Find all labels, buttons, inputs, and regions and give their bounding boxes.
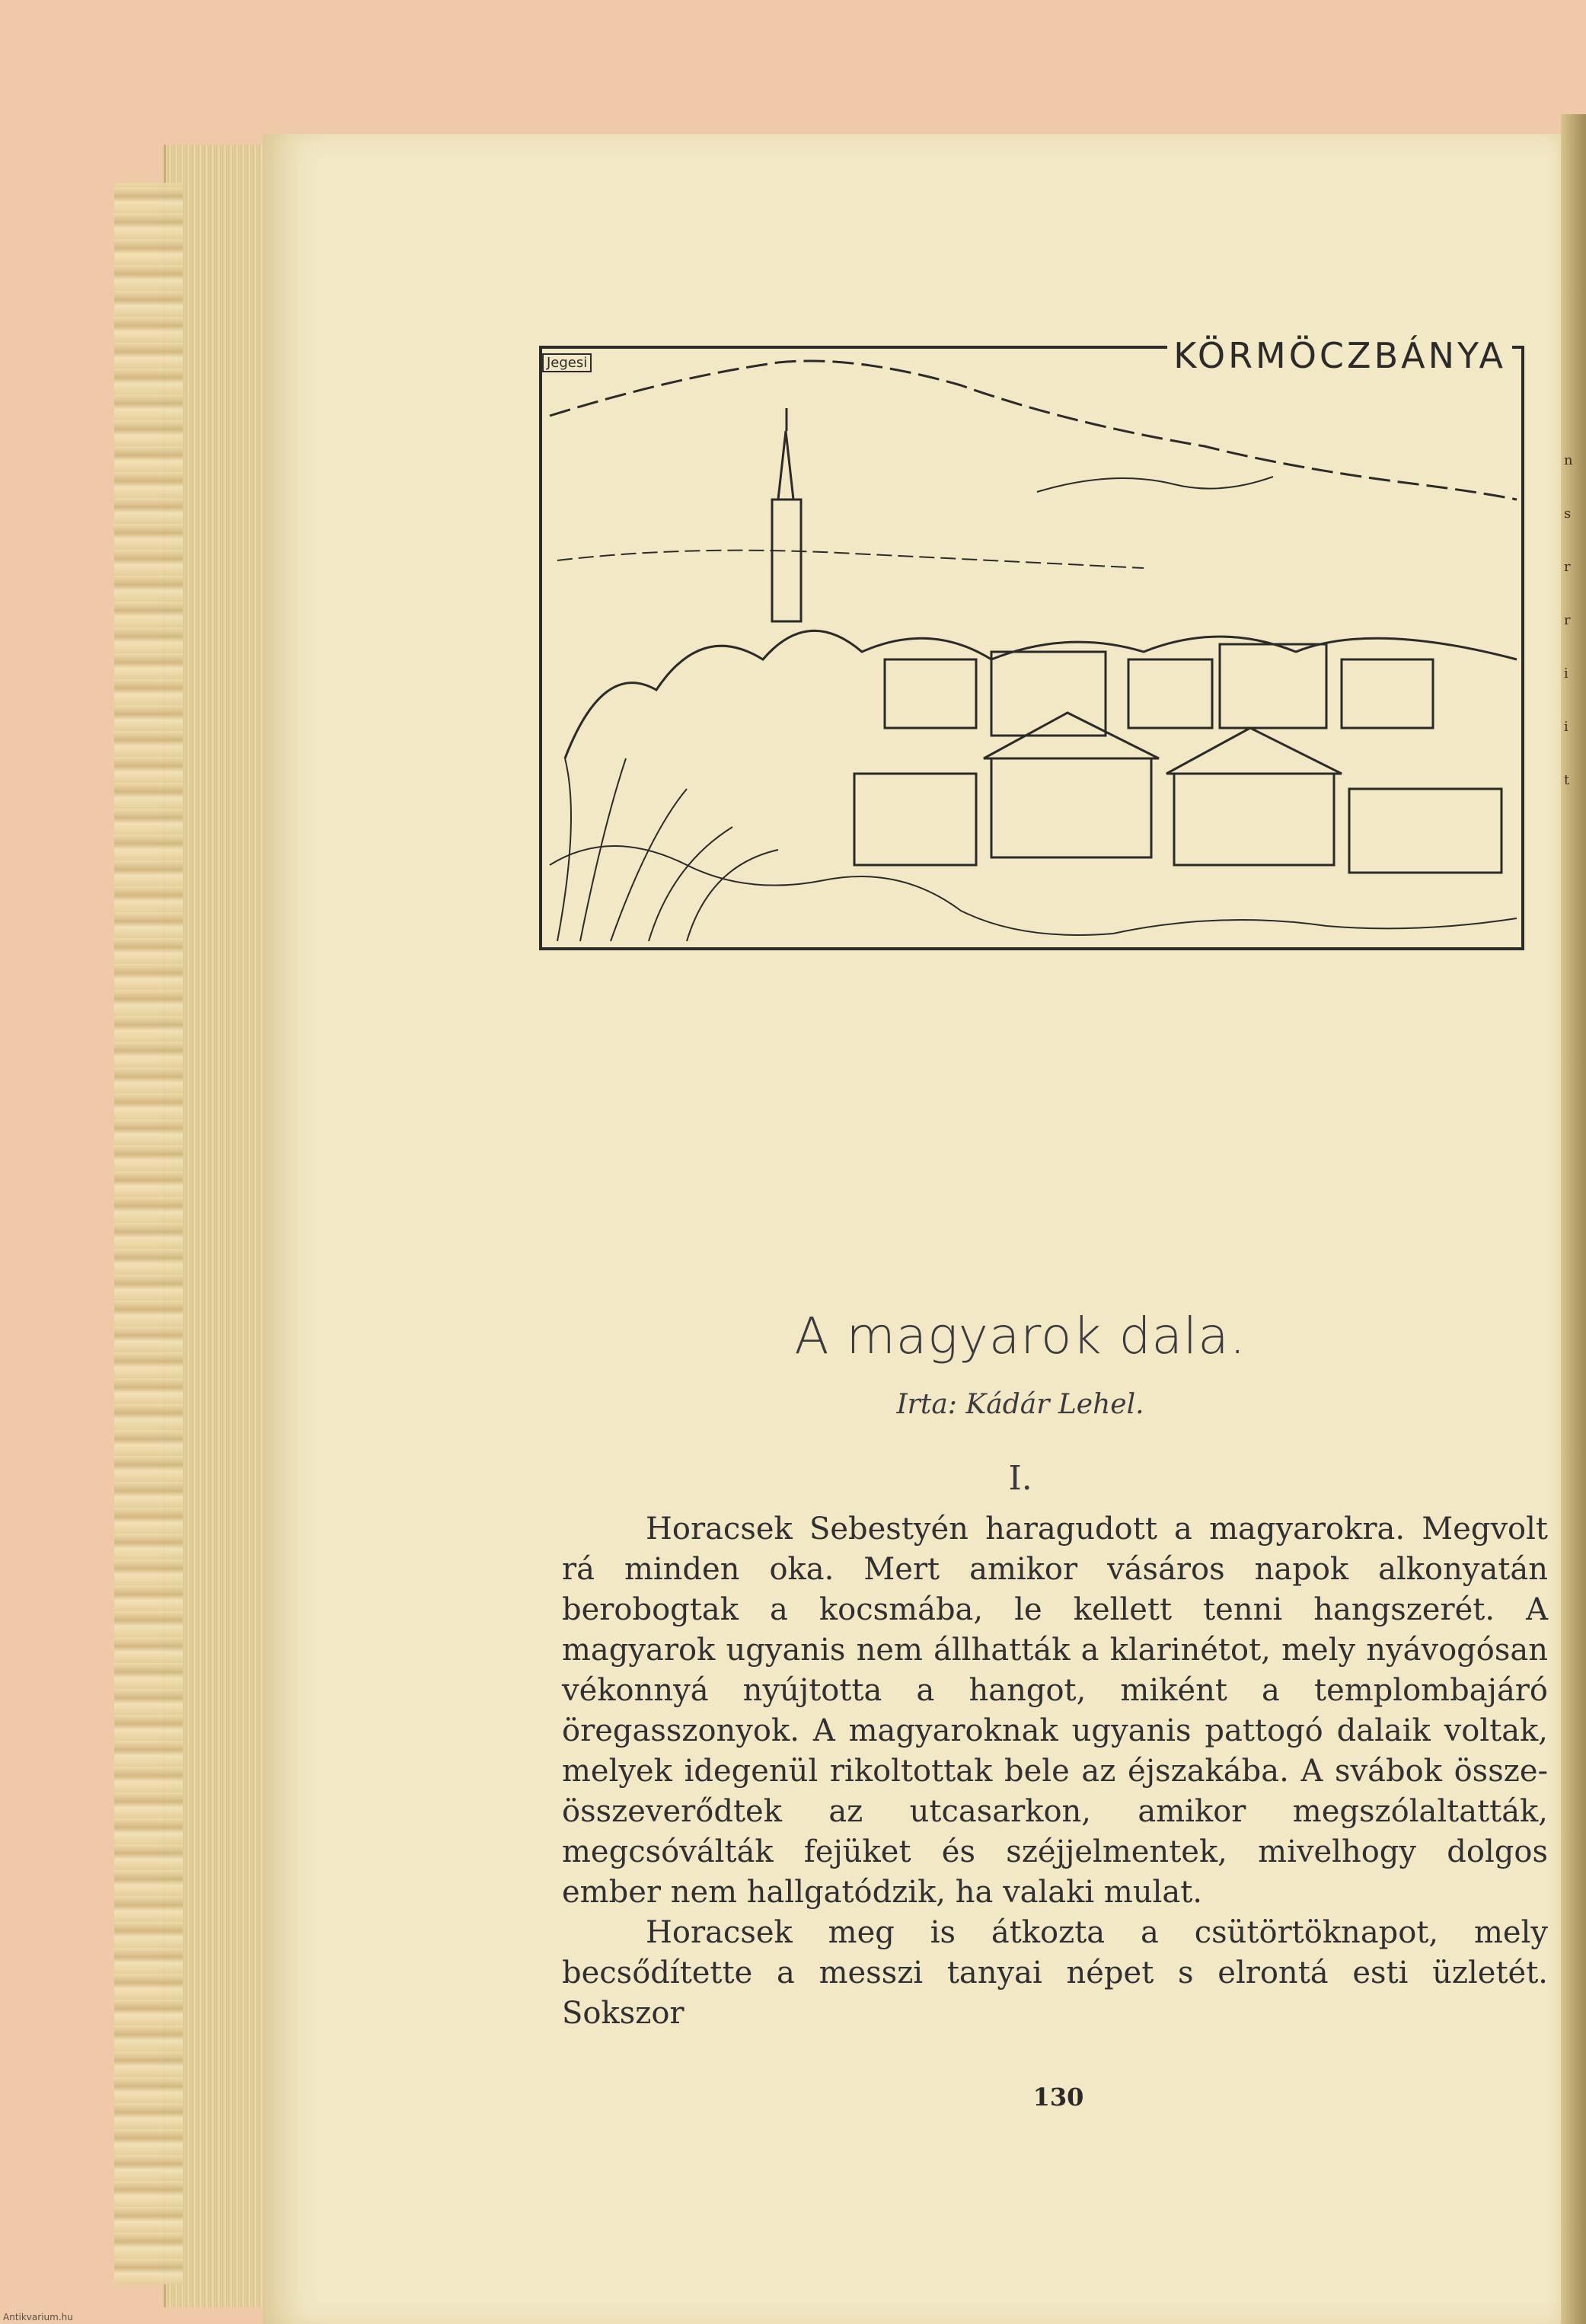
paragraph: Horacsek Sebestyén haragudott a magyarokra. Megvolt rá minden oka. Mert amikor vásáros napok alkonyatán berobogtak a kocsmába, le kellett tenni hangszerét. A magyarok ugyanis nem állhatták a klarinétot, mely nyávogósan vékonnyá nyújtotta a hangot, miként a templombajáró öregasszonyok. A magyaroknak ugyanis pattogó dalaik voltak, melyek idegenül rikoltottak bele az éjszakába. A svábok össze-összeverődtek az utcasarkon, amikor megszólaltatták, megcsóválták fejüket és széjjelmentek, mivelhogy dolgos ember nem hallgatódzik, ha valaki mulat. xyxy=(562,1512,1548,1910)
chapter-number: I. xyxy=(1008,1459,1032,1498)
landscape-sketch-icon xyxy=(535,332,1529,956)
article-title: A magyarok dala. xyxy=(794,1307,1246,1365)
illustration xyxy=(535,332,1529,956)
right-page-edge xyxy=(1561,114,1586,2324)
page-edges xyxy=(114,183,183,2284)
article-body xyxy=(562,1509,1548,2034)
right-page-letters xyxy=(1564,434,1573,807)
page-number: 130 xyxy=(1032,2083,1084,2112)
paragraph: Horacsek meg is átkozta a csütörtöknapot, mely becsődítette a messzi tanyai népet s elrontá esti üzletét. Sokszor xyxy=(562,1915,1548,2031)
spine-letter: i xyxy=(1564,719,1568,735)
spine-letter: t xyxy=(1564,772,1570,788)
watermark: Antikvarium.hu xyxy=(3,2312,73,2322)
article-byline: Irta: Kádár Lehel. xyxy=(896,1389,1144,1420)
artist-signature: Jegesi xyxy=(542,353,592,372)
spine-letter: r xyxy=(1564,559,1571,575)
spine-letter: r xyxy=(1564,612,1571,628)
illustration-title: KÖRMÖCZBÁNYA xyxy=(1167,335,1512,376)
spine-letter: s xyxy=(1564,506,1572,522)
spine-letter: i xyxy=(1564,666,1568,682)
spine-letter: n xyxy=(1564,452,1573,468)
